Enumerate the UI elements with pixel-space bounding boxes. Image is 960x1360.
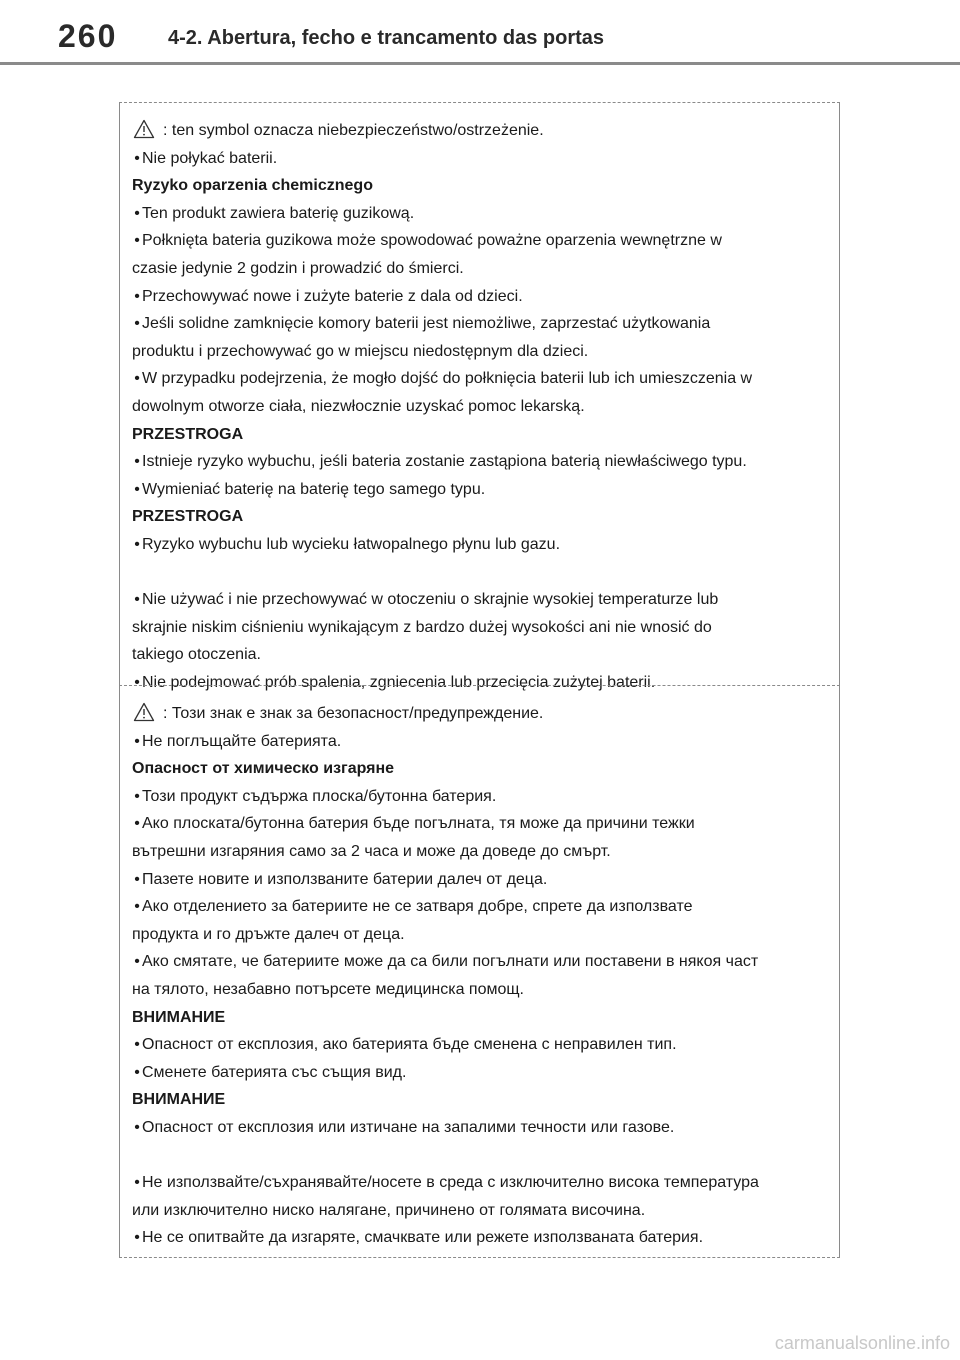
line-text: Ryzyko wybuchu lub wycieku łatwopalnego płynu lub gazu. (142, 535, 561, 553)
line-text: PRZESTROGA (132, 508, 244, 526)
line-text: W przypadku podejrzenia, że mogło dojść do połknięcia baterii lub ich umieszczenia w (142, 370, 753, 388)
bullet-marker: • (134, 287, 140, 305)
bullet-marker: • (134, 815, 140, 833)
footer-watermark-url[interactable]: carmanualsonline.info (774, 1333, 950, 1353)
bullet-item (132, 1224, 829, 1252)
bullet-item (132, 1059, 829, 1087)
bullet-item (132, 728, 829, 756)
bullet-marker: • (134, 232, 140, 250)
bullet-item (132, 310, 829, 338)
line-text: PRZESTROGA (132, 425, 244, 443)
line-text: dowolnym otworze ciała, niezwłocznie uzyskać pomoc lekarską. (132, 397, 585, 415)
bulgarian-warning-box (119, 685, 840, 1258)
line-text: Ако отделението за батериите не се затваря добре, спрете да използвате (142, 898, 693, 916)
line-text: Połknięta bateria guzikowa może spowodować poważne oparzenia wewnętrzne w (142, 232, 722, 250)
line-text: Пазете новите и използваните батерии далеч от деца. (142, 870, 548, 888)
bullet-marker: • (134, 1118, 140, 1136)
line-text: skrajnie niskim ciśnieniu wynikającym z bardzo dużej wysokości ani nie wnosić do (132, 618, 712, 636)
bullet-item (132, 476, 829, 504)
bulgarian-warning-text (132, 700, 829, 1252)
bullet-item (132, 145, 829, 173)
continuation-line (132, 1197, 829, 1225)
bullet-marker: • (134, 953, 140, 971)
bullet-marker: • (134, 787, 140, 805)
bullet-item (132, 1031, 829, 1059)
bullet-marker: • (134, 732, 140, 750)
bullet-marker: • (134, 149, 140, 167)
line-text: Jeśli solidne zamknięcie komory baterii jest niemożliwe, zaprzestać użytkowania (142, 315, 711, 333)
subheading (132, 1004, 829, 1032)
line-text: продукта и го дръжте далеч от деца. (132, 925, 405, 943)
bullet-marker: • (134, 898, 140, 916)
line-text: Ryzyko oparzenia chemicznego (132, 177, 373, 195)
blank-line (132, 559, 829, 587)
bullet-item (132, 365, 829, 393)
bullet-item (132, 200, 829, 228)
line-text: Nie używać i nie przechowywać w otoczeniu o skrajnie wysokiej temperaturze lub (142, 591, 719, 609)
line-text: Сменете батерията със същия вид. (142, 1063, 407, 1081)
bullet-item (132, 531, 829, 559)
line-text: : Този знак е знак за безопасност/предупреждение. (163, 705, 544, 722)
continuation-line (132, 976, 829, 1004)
subheading (132, 1086, 829, 1114)
line-text: ВНИМАНИЕ (132, 1008, 226, 1026)
bullet-item (132, 283, 829, 311)
bullet-marker: • (134, 591, 140, 609)
line-text: Ten produkt zawiera baterię guzikową. (142, 204, 415, 222)
continuation-line (132, 393, 829, 421)
line-text: : ten symbol oznacza niebezpieczeństwo/ostrzeżenie. (163, 122, 544, 139)
bullet-item (132, 866, 829, 894)
line-text: Wymieniać baterię na baterię tego samego typu. (142, 480, 486, 498)
bullet-marker: • (134, 204, 140, 222)
line-text: Istnieje ryzyko wybuchu, jeśli bateria zostanie zastąpiona baterią niewłaściwego typu. (142, 453, 747, 471)
page-number: 260 (58, 18, 118, 54)
page-header (0, 0, 960, 65)
continuation-line (132, 838, 829, 866)
bullet-item (132, 1114, 829, 1142)
subheading (132, 503, 829, 531)
bullet-item (132, 783, 829, 811)
bullet-marker: • (134, 1036, 140, 1054)
warning-symbol-note (132, 117, 829, 145)
line-text: czasie jedynie 2 godzin i prowadzić do śmierci. (132, 259, 464, 277)
line-text: Не поглъщайте батерията. (142, 732, 342, 750)
line-text: Nie połykać baterii. (142, 149, 278, 167)
bullet-marker: • (134, 453, 140, 471)
bullet-marker: • (134, 673, 140, 691)
line-text: Przechowywać nowe i zużyte baterie z dala od dzieci. (142, 287, 523, 305)
line-text: Този продукт съдържа плоска/бутонна батерия. (142, 787, 497, 805)
polish-warning-box (119, 102, 840, 691)
section-title: 4-2. Abertura, fecho e trancamento das portas (168, 27, 605, 49)
line-text: Nie podejmować prób spalenia, zgniecenia lub przecięcia zużytej baterii. (142, 673, 656, 691)
bullet-item (132, 893, 829, 921)
subheading (132, 172, 829, 200)
line-text: или изключително ниско налягане, причинено от голямата височина. (132, 1201, 646, 1219)
bullet-marker: • (134, 535, 140, 553)
line-text: Не се опитвайте да изгаряте, смачквате или режете използваната батерия. (142, 1229, 704, 1247)
bullet-item (132, 227, 829, 255)
bullet-item (132, 586, 829, 614)
blank-line (132, 1142, 829, 1170)
line-text: Ако смятате, че батериите може да са били погълнати или поставени в някоя част (142, 953, 759, 971)
bullet-item (132, 948, 829, 976)
continuation-line (132, 921, 829, 949)
bullet-item (132, 810, 829, 838)
line-text: Опасност от експлозия или изтичане на запалими течности или газове. (142, 1118, 675, 1136)
bullet-item (132, 1169, 829, 1197)
line-text: Ако плоската/бутонна батерия бъде погълната, тя може да причини тежки (142, 815, 695, 833)
bullet-marker: • (134, 480, 140, 498)
bullet-item (132, 448, 829, 476)
subheading (132, 755, 829, 783)
bullet-marker: • (134, 370, 140, 388)
continuation-line (132, 614, 829, 642)
line-text: на тялото, незабавно потърсете медицинска помощ. (132, 980, 524, 998)
subheading (132, 421, 829, 449)
bullet-marker: • (134, 1229, 140, 1247)
line-text: ВНИМАНИЕ (132, 1091, 226, 1109)
bullet-marker: • (134, 1063, 140, 1081)
bullet-marker: • (134, 1174, 140, 1192)
line-text: Опасност от експлозия, ако батерията бъде сменена с неправилен тип. (142, 1036, 677, 1054)
line-text: Не използвайте/съхранявайте/носете в среда с изключително висока температура (142, 1174, 759, 1192)
warning-symbol-note (132, 700, 829, 728)
continuation-line (132, 255, 829, 283)
line-text: вътрешни изгаряния само за 2 часа и може да доведе до смърт. (132, 842, 611, 860)
line-text: takiego otoczenia. (132, 646, 261, 664)
bullet-marker: • (134, 870, 140, 888)
line-text: Опасност от химическо изгаряне (132, 760, 395, 778)
line-text: produktu i przechowywać go w miejscu niedostępnym dla dzieci. (132, 342, 589, 360)
continuation-line (132, 641, 829, 669)
continuation-line (132, 338, 829, 366)
polish-warning-text (132, 117, 829, 696)
bullet-marker: • (134, 315, 140, 333)
